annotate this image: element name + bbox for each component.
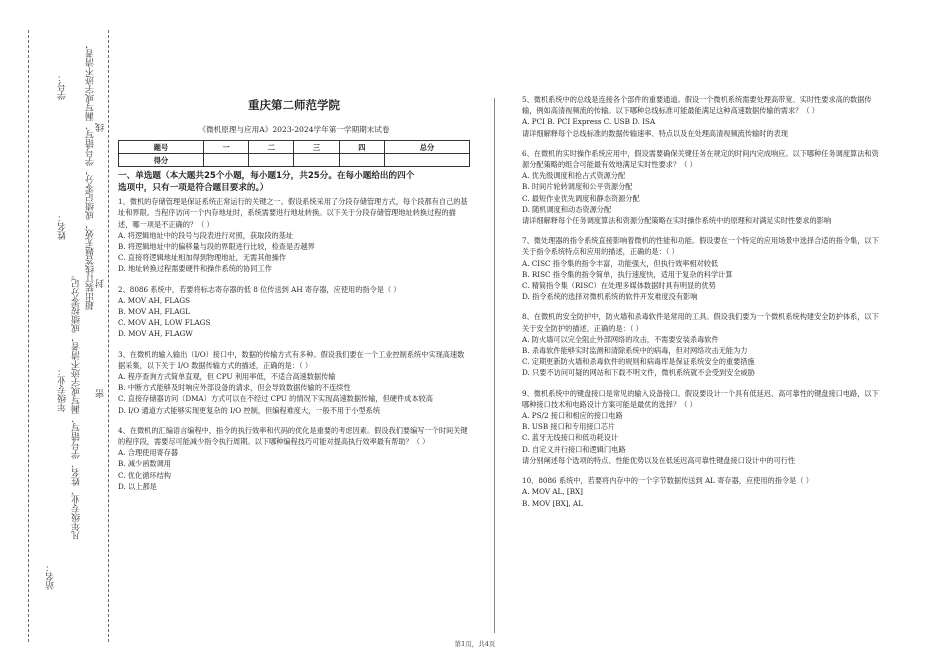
question-stem: 9、微机系统中的键盘接口是常见的输入设备接口。假设要设计一个具有低延迟、高可靠性的键盘接口电路，以下哪种接口技术和电路设计方案可能是最优的选择？（ ） [522, 388, 879, 409]
column-divider [494, 98, 495, 633]
score-header-cell: 一 [203, 141, 248, 154]
binding-dash-line-outer [28, 30, 29, 642]
score-header-cell: 四 [339, 141, 384, 154]
score-cell[interactable] [203, 154, 248, 167]
answer-option[interactable]: B. 时间片轮转调度和公平资源分配 [522, 182, 633, 192]
score-header-cell: 二 [249, 141, 294, 154]
answer-option[interactable]: D. 只要不访问可疑的网站和下载不明文件，微机系统就不会受到安全威胁 [522, 368, 755, 378]
answer-option[interactable]: B. MOV AH, FLAGL [118, 307, 190, 317]
question-note: 请详细解释每个总线标准的数据传输速率、特点以及在处理高清视频流传输时的表现 [522, 128, 788, 138]
answer-option[interactable]: D. 随机调度和动态资源分配 [522, 204, 612, 214]
answer-option[interactable]: C. 最短作业优先调度和静态资源分配 [522, 193, 640, 203]
answer-option[interactable]: D. 以上都是 [118, 481, 157, 491]
question-stem: 5、微机系统中的总线是连接各个部件的重要通道。假设一个微机系统需要处理高带宽、实时性要求高的数据传输，例如高清视频流的传输。以下哪种总线标准可能最能满足这种高速数据传输的需求？（ ） [522, 95, 872, 116]
answer-option[interactable]: A. 优先级调度和抢占式资源分配 [522, 171, 626, 181]
question [118, 196, 470, 274]
question-stem: 10、8086 系统中，若要将内存中的一个字节数据传送到 AL 寄存器，应使用的指令是（ ） [522, 476, 813, 486]
answer-option[interactable]: A. CISC 指令集的指令丰富，功能强大，但执行效率相对较低 [522, 258, 719, 268]
answer-option[interactable]: A. 将逻辑地址中的段号与段表进行对照，获取段的基址 [118, 230, 294, 240]
score-row-label: 得分 [119, 154, 204, 167]
question [522, 94, 884, 139]
binding-name-label: 姓名： [58, 213, 68, 240]
score-cell[interactable] [249, 154, 294, 167]
answer-option[interactable]: C. 直接将逻辑地址相加得到物理地址，无需其他操作 [118, 253, 286, 263]
question [522, 388, 884, 466]
binding-student-id-label: 学号： [58, 73, 68, 100]
binding-instruction-text: 凡年级专业、姓名、学号错写、漏写或字迹不清者，成绩按零分记。 [72, 270, 82, 540]
binding-major-label: 年级专业： [58, 367, 68, 412]
question-stem: 7、微处理器的指令系统直接影响着微机的性能和功能。假设要在一个特定的应用场景中选择合适的指令集，以下关于指令系统特点和应用的描述，正确的是：（ ） [522, 236, 879, 257]
question-note: 请详细解释每个任务调度算法和资源分配策略在实时操作系统中的原理和对满足实时性要求的影响 [522, 216, 832, 226]
answer-option[interactable]: C. 优化循环结构 [118, 470, 171, 480]
answer-option[interactable]: C. 精简指令集（RISC）在处理多媒体数据时具有明显的优势 [522, 281, 716, 291]
answer-option[interactable]: A. 防火墙可以完全阻止外部网络的攻击，不需要安装杀毒软件 [522, 334, 719, 344]
answer-option[interactable]: C. 蓝牙无线接口和低功耗设计 [522, 433, 619, 443]
section-1-title-line1: 一、单选题（本大题共25个小题，每小题1分，共25分。在每小题给出的四个 [118, 171, 415, 182]
score-header-cell: 三 [294, 141, 339, 154]
answer-option[interactable]: D. 自定义并行接口和逻辑门电路 [522, 444, 626, 454]
score-header-cell: 题号 [119, 141, 204, 154]
question-stem: 8、在微机的安全防护中，防火墙和杀毒软件是常用的工具。假设我们要为一个微机系统构建安全防护体系，以下关于安全防护的描述，正确的是：（ ） [522, 312, 879, 333]
question-stem: 4、在微机的汇编语言编程中，指令的执行效率和代码的优化是重要的考虑因素。假设我们要编写一个时间关键的程序段，需要尽可能减少指令执行周期。以下哪种编程技巧可能对提高执行效率最有帮助？（ ） [118, 425, 468, 447]
section-1-title-line2: 选项中，只有一项是符合题目要求的。） [118, 183, 269, 194]
binding-station-label: 站名： [46, 563, 56, 590]
answer-option[interactable]: A. 合理使用寄存器 [118, 448, 179, 458]
answer-option[interactable]: B. MOV [BX], AL [522, 498, 583, 508]
question [522, 235, 884, 302]
answer-option[interactable]: A. PS/2 接口和相应的接口电路 [522, 411, 623, 421]
right-question-list [522, 94, 884, 509]
score-cell[interactable] [385, 154, 470, 167]
answer-option[interactable]: B. USB 接口和专用接口芯片 [522, 422, 616, 432]
answer-option[interactable]: A. PCI B. PCI Express C. USB D. ISA [522, 117, 656, 127]
score-table [118, 140, 470, 167]
question [118, 349, 470, 416]
answer-option[interactable]: A. 程序查询方式简单直观，但 CPU 利用率低，不适合高速数据传输 [118, 372, 336, 382]
score-cell[interactable] [294, 154, 339, 167]
question [522, 148, 884, 226]
answer-option[interactable]: A. MOV AL, [BX] [522, 487, 583, 497]
exam-subtitle: 《微机原理与应用A》2023-2024学年第一学期期末试卷 [198, 125, 390, 134]
question-note: 请分别阐述每个选项的特点、性能优势以及在低延迟高可靠性键盘接口设计中的可行性 [522, 455, 796, 465]
answer-option[interactable]: B. 中断方式能够及时响应外部设备的请求，但会导致数据传输的不连续性 [118, 383, 351, 393]
question-stem: 6、在微机的实时操作系统应用中，假设需要确保关键任务在规定的时间内完成响应。以下哪种任务调度算法和资源分配策略的组合可能最有效地满足实时性要求？（ ） [522, 148, 879, 170]
question-stem: 2、8086 系统中，若要将标志寄存器的低 8 位传送到 AH 寄存器，应使用的指令是（ ） [118, 284, 401, 294]
binding-margin [0, 0, 110, 672]
score-cell[interactable] [339, 154, 384, 167]
question [522, 311, 884, 378]
school-title: 重庆第二师范学院 [248, 98, 340, 112]
question [118, 425, 470, 492]
binding-warning-text: 超出装订线答题无效，成绩记零分，学号错写、漏写或字迹不清者， [86, 40, 96, 310]
question-stem: 3、在微机的输入输出（I/O）接口中，数据的传输方式有多种。假设我们要在一个工业控制系统中实现高速数据采集，以下关于 I/O 数据传输方式的描述，正确的是：（ ） [118, 349, 465, 370]
binding-seal-char-mi: 密 [96, 389, 106, 398]
answer-option[interactable]: D. MOV AH, FLAGW [118, 329, 193, 339]
answer-option[interactable]: C. 定期更新防火墙和杀毒软件的规则和病毒库是保证系统安全的重要措施 [522, 357, 755, 367]
binding-dash-line-inner [108, 30, 109, 642]
answer-option[interactable]: B. 减少函数调用 [118, 459, 171, 469]
binding-seal-char-feng: 封 [96, 279, 106, 288]
right-column [522, 94, 884, 509]
answer-option[interactable]: B. RISC 指令集的指令简单，执行速度快，适用于复杂的科学计算 [522, 269, 733, 279]
answer-option[interactable]: D. 地址转换过程需要硬件和操作系统的协同工作 [118, 264, 272, 274]
answer-option[interactable]: C. MOV AH, LOW FLAGS [118, 318, 211, 328]
question [522, 475, 884, 509]
score-header-cell: 总分 [385, 141, 470, 154]
answer-option[interactable]: B. 杀毒软件能够实时监测和清除系统中的病毒，但对网络攻击无能为力 [522, 346, 748, 356]
left-column [118, 94, 470, 492]
question [118, 284, 470, 340]
page-footer: 第1页，共4页 [454, 640, 496, 648]
answer-option[interactable]: D. 指令系统的选择对微机系统的软件开发难度没有影响 [522, 292, 698, 302]
binding-seal-char-line: 线 [96, 123, 106, 132]
answer-option[interactable]: C. 直接存储器访问（DMA）方式可以在不经过 CPU 的情况下实现高速数据传输，但硬件成本较高 [118, 394, 433, 404]
section-1-title [118, 170, 470, 194]
question-stem: 1、微机的存储管理是保证系统正常运行的关键之一。假设系统采用了分段存储管理方式，每个段都有自己的基址和界限。当程序访问一个内存地址时，系统需要进行地址转换。以下关于分段存储管理地址转换过程的描述，哪一项是不正确的？（ ） [118, 197, 468, 229]
answer-option[interactable]: B. 将逻辑地址中的偏移量与段的界限进行比较，检查是否越界 [118, 242, 315, 252]
answer-option[interactable]: D. I/O 通道方式能够实现更复杂的 I/O 控制，但编程难度大，一般不用于小型系统 [118, 405, 381, 415]
left-question-list [118, 196, 470, 492]
answer-option[interactable]: A. MOV AH, FLAGS [118, 295, 191, 305]
